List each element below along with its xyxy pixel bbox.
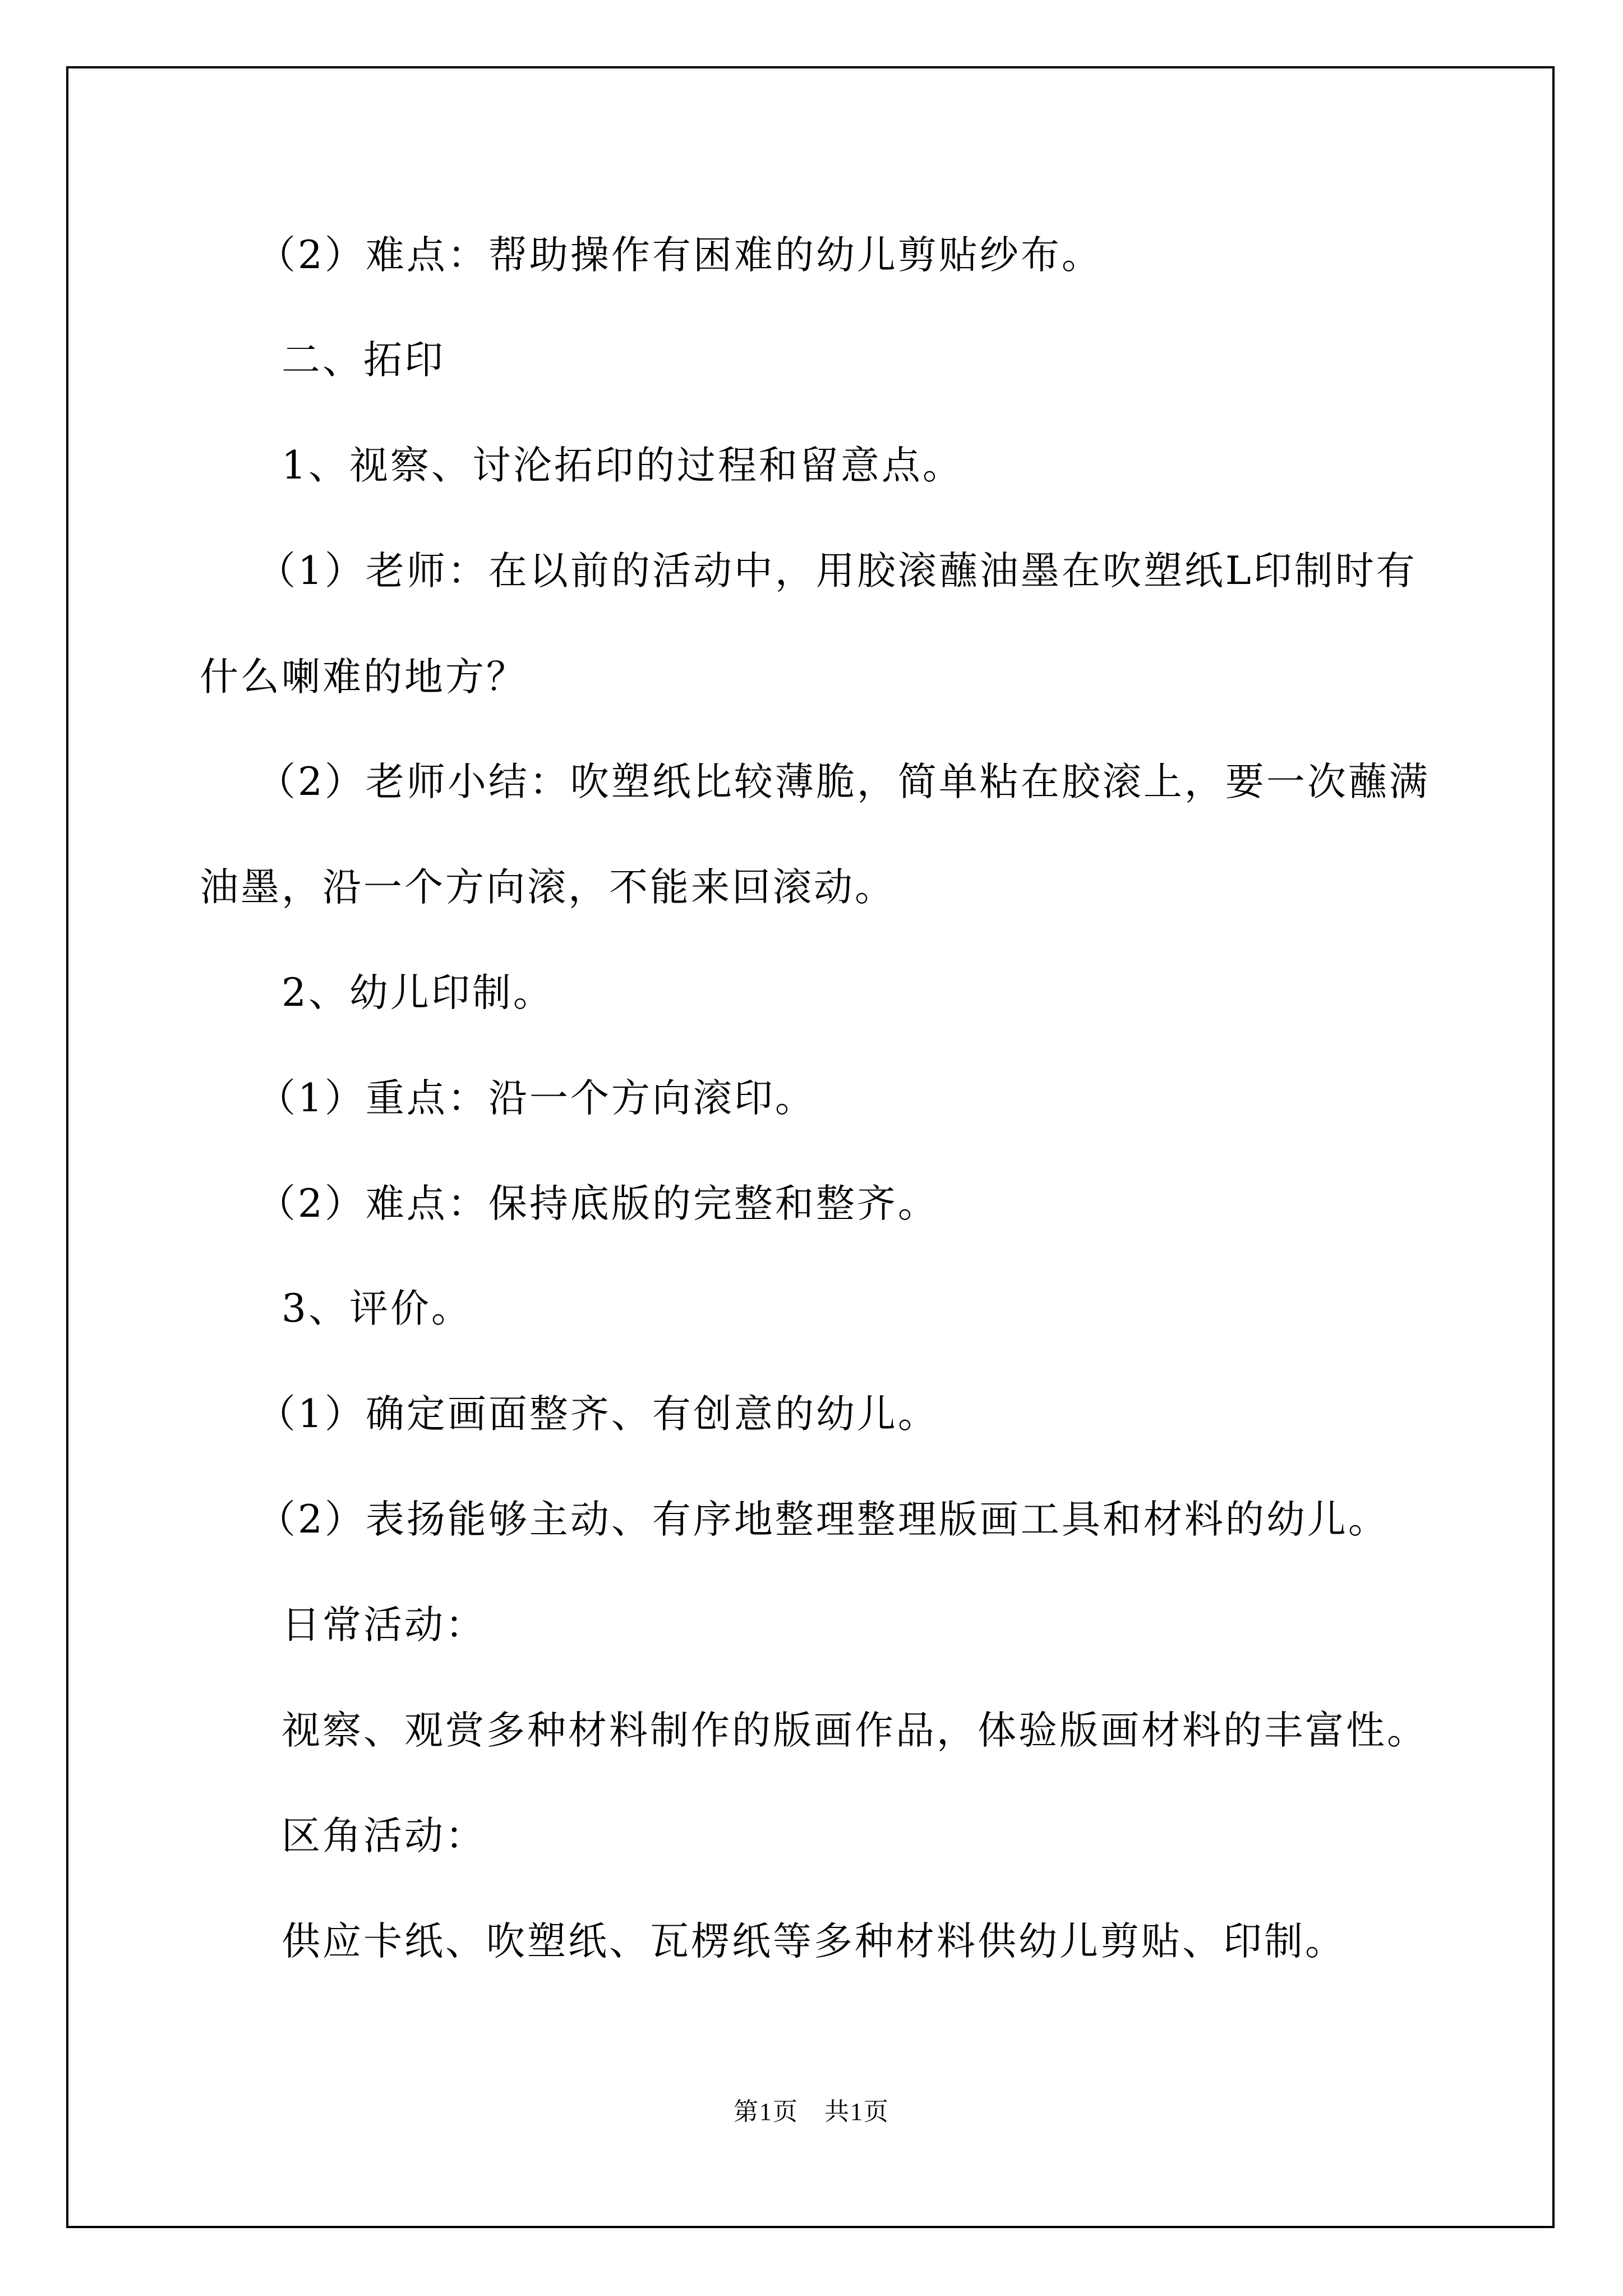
section-heading: 区角活动： [282, 1814, 486, 1858]
paragraph-line: 视察、观赏多种材料制作的版画作品，体验版画材料的丰富性。 [282, 1708, 1428, 1753]
section-heading: 二、拓印 [282, 338, 445, 383]
paragraph-line: （2）难点：保持底版的完整和整齐。 [257, 1181, 939, 1226]
paragraph-line: （1）老师：在以前的活动中，用胶滚蘸油墨在吹塑纸L印制时有 [257, 549, 1417, 593]
paragraph-line: （2）难点：帮助操作有困难的幼儿剪贴纱布。 [257, 233, 1103, 278]
paragraph-line: 3、评价。 [282, 1286, 472, 1331]
page-footer: 第1页 共1页 [734, 2098, 889, 2125]
paragraph-line: 供应卡纸、吹塑纸、瓦楞纸等多种材料供幼儿剪贴、印制。 [282, 1919, 1346, 1964]
paragraph-line: （2）老师小结：吹塑纸比较薄脆，简单粘在胶滚上，要一次蘸满 [257, 760, 1430, 804]
page-border [66, 66, 1555, 2228]
paragraph-line: （1）重点：沿一个方向滚印。 [257, 1076, 816, 1121]
paragraph-line: 1、视察、讨沦拓印的过程和留意点。 [282, 443, 963, 488]
paragraph-line: 什么喇难的地方？ [200, 655, 527, 700]
paragraph-line: 油墨，沿一个方向滚，不能来回滚动。 [200, 865, 896, 910]
section-heading: 日常活动： [282, 1603, 486, 1648]
paragraph-line: 2、幼儿印制。 [282, 970, 554, 1015]
paragraph-line: （2）表扬能够主动、有序地整理整理版画工具和材料的幼儿。 [257, 1497, 1389, 1542]
paragraph-line: （1）确定画面整齐、有创意的幼儿。 [257, 1392, 939, 1437]
